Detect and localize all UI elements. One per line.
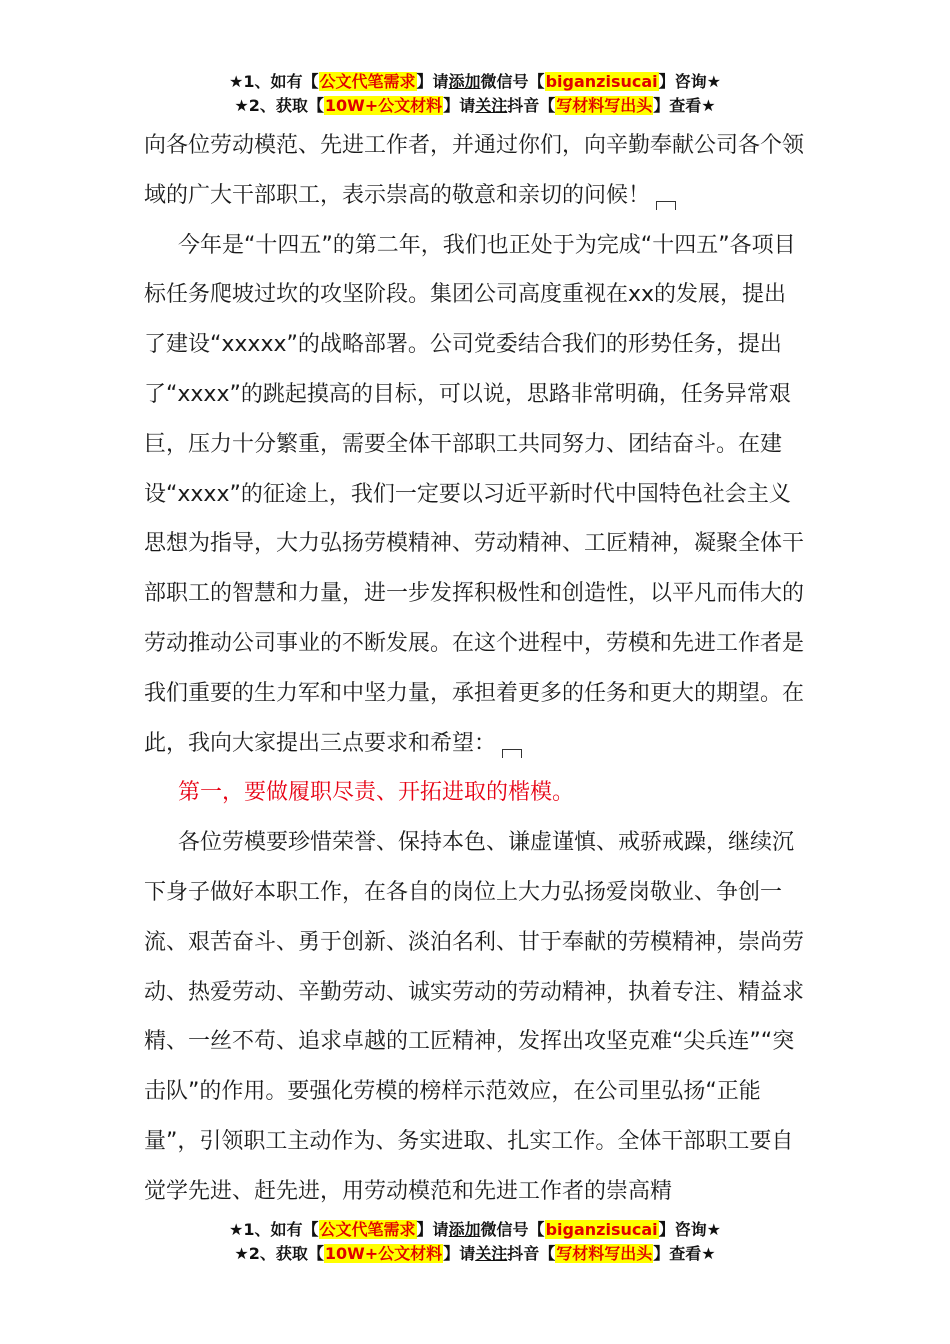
promo-text: 】请 bbox=[443, 1244, 476, 1263]
paragraph-text: 向各位劳动模范、先进工作者，并通过你们，向辛勤奉献公司各个领域的广大干部职工，表示崇高的敬意和亲切的问候！ bbox=[144, 133, 805, 208]
promo-text: 】咨询★ bbox=[658, 72, 721, 91]
promo-text: 抖音【 bbox=[507, 1244, 556, 1263]
promo-underlined-text: 添加 bbox=[448, 1220, 481, 1239]
promo-highlight: 10W+公文材料 bbox=[324, 96, 443, 115]
promo-line-2 bbox=[0, 1242, 950, 1266]
promo-highlight: 公文代笔需求 bbox=[319, 72, 416, 91]
promo-underlined-text: 关注 bbox=[475, 96, 508, 115]
paragraph: 各位劳模要珍惜荣誉、保持本色、谦虚谨慎、戒骄戒躁，继续沉下身子做好本职工作，在各自的岗位上大力弘扬爱岗敬业、争创一流、艰苦奋斗、勇于创新、淡泊名利、甘于奉献的劳模精神，崇尚劳动、热爱劳动、辛勤劳动、诚实劳动的劳动精神，执着专注、精益求精、一丝不苟、追求卓越的工匠精神，发挥出攻坚克难“尖兵连”“突击队”的作用。要强化劳模的榜样示范效应，在公司里弘扬“正能量”，引领职工主动作为、务实进取、扎实工作。全体干部职工要自觉学先进、赶先进，用劳动模范和先进工作者的崇高精 bbox=[144, 830, 805, 1204]
promo-text: 抖音【 bbox=[507, 96, 556, 115]
promo-line-2 bbox=[0, 94, 950, 118]
paragraph bbox=[144, 221, 808, 769]
promo-highlight: biganzisucai bbox=[545, 1220, 658, 1239]
paragraph-mark-icon bbox=[656, 201, 676, 210]
promo-text: ★1、如有【 bbox=[229, 1220, 319, 1239]
paragraph-text: 今年是“十四五”的第二年，我们也正处于为完成“十四五”各项目标任务爬坡过坎的攻坚阶段。集团公司高度重视在xx的发展，提出了建设“xxxxx”的战略部署。公司党委结合我们的形势任务，提出了“xxxx”的跳起摸高的目标，可以说，思路非常明确，任务异常艰巨，压力十分繁重，需要全体干部职工共同努力、团结奋斗。在建设“xxxx”的征途上，我们一定要以习近平新时代中国特色社会主义思想为指导，大力弘扬劳模精神、劳动精神、工匠精神，凝聚全体干部职工的智慧和力量，进一步发挥积极性和创造性，以平凡而伟大的劳动推动公司事业的不断发展。在这个进程中，劳模和先进工作者是我们重要的生力军和中坚力量，承担着更多的任务和更大的期望。在此，我向大家提出三点要求和希望： bbox=[144, 232, 805, 756]
paragraph-mark-icon bbox=[502, 749, 522, 758]
promo-text: 】咨询★ bbox=[658, 1220, 721, 1239]
promo-underlined-text: 添加 bbox=[448, 72, 481, 91]
promo-text: ★2、获取【 bbox=[234, 1244, 324, 1263]
promo-text: 微信号【 bbox=[480, 72, 545, 91]
promo-text: 】请 bbox=[416, 1220, 449, 1239]
promo-text: 微信号【 bbox=[480, 1220, 545, 1239]
promo-line-1 bbox=[0, 1218, 950, 1242]
promo-underlined-text: 关注 bbox=[475, 1244, 508, 1263]
promo-highlight: biganzisucai bbox=[545, 72, 658, 91]
promo-highlight: 10W+公文材料 bbox=[324, 1244, 443, 1263]
document-body bbox=[144, 121, 808, 1217]
promo-highlight: 公文代笔需求 bbox=[319, 1220, 416, 1239]
promo-text: ★1、如有【 bbox=[229, 72, 319, 91]
promo-text: 】请 bbox=[443, 96, 476, 115]
promo-banner-top bbox=[0, 70, 950, 118]
paragraph bbox=[144, 121, 808, 221]
promo-text: ★2、获取【 bbox=[234, 96, 324, 115]
promo-line-1 bbox=[0, 70, 950, 94]
promo-text: 】查看★ bbox=[653, 96, 716, 115]
promo-banner-bottom bbox=[0, 1218, 950, 1266]
promo-text: 】请 bbox=[416, 72, 449, 91]
promo-highlight: 写材料写出头 bbox=[556, 1244, 653, 1263]
promo-text: 】查看★ bbox=[653, 1244, 716, 1263]
section-heading: 第一，要做履职尽责、开拓进取的楷模。 bbox=[178, 780, 575, 806]
promo-highlight: 写材料写出头 bbox=[556, 96, 653, 115]
